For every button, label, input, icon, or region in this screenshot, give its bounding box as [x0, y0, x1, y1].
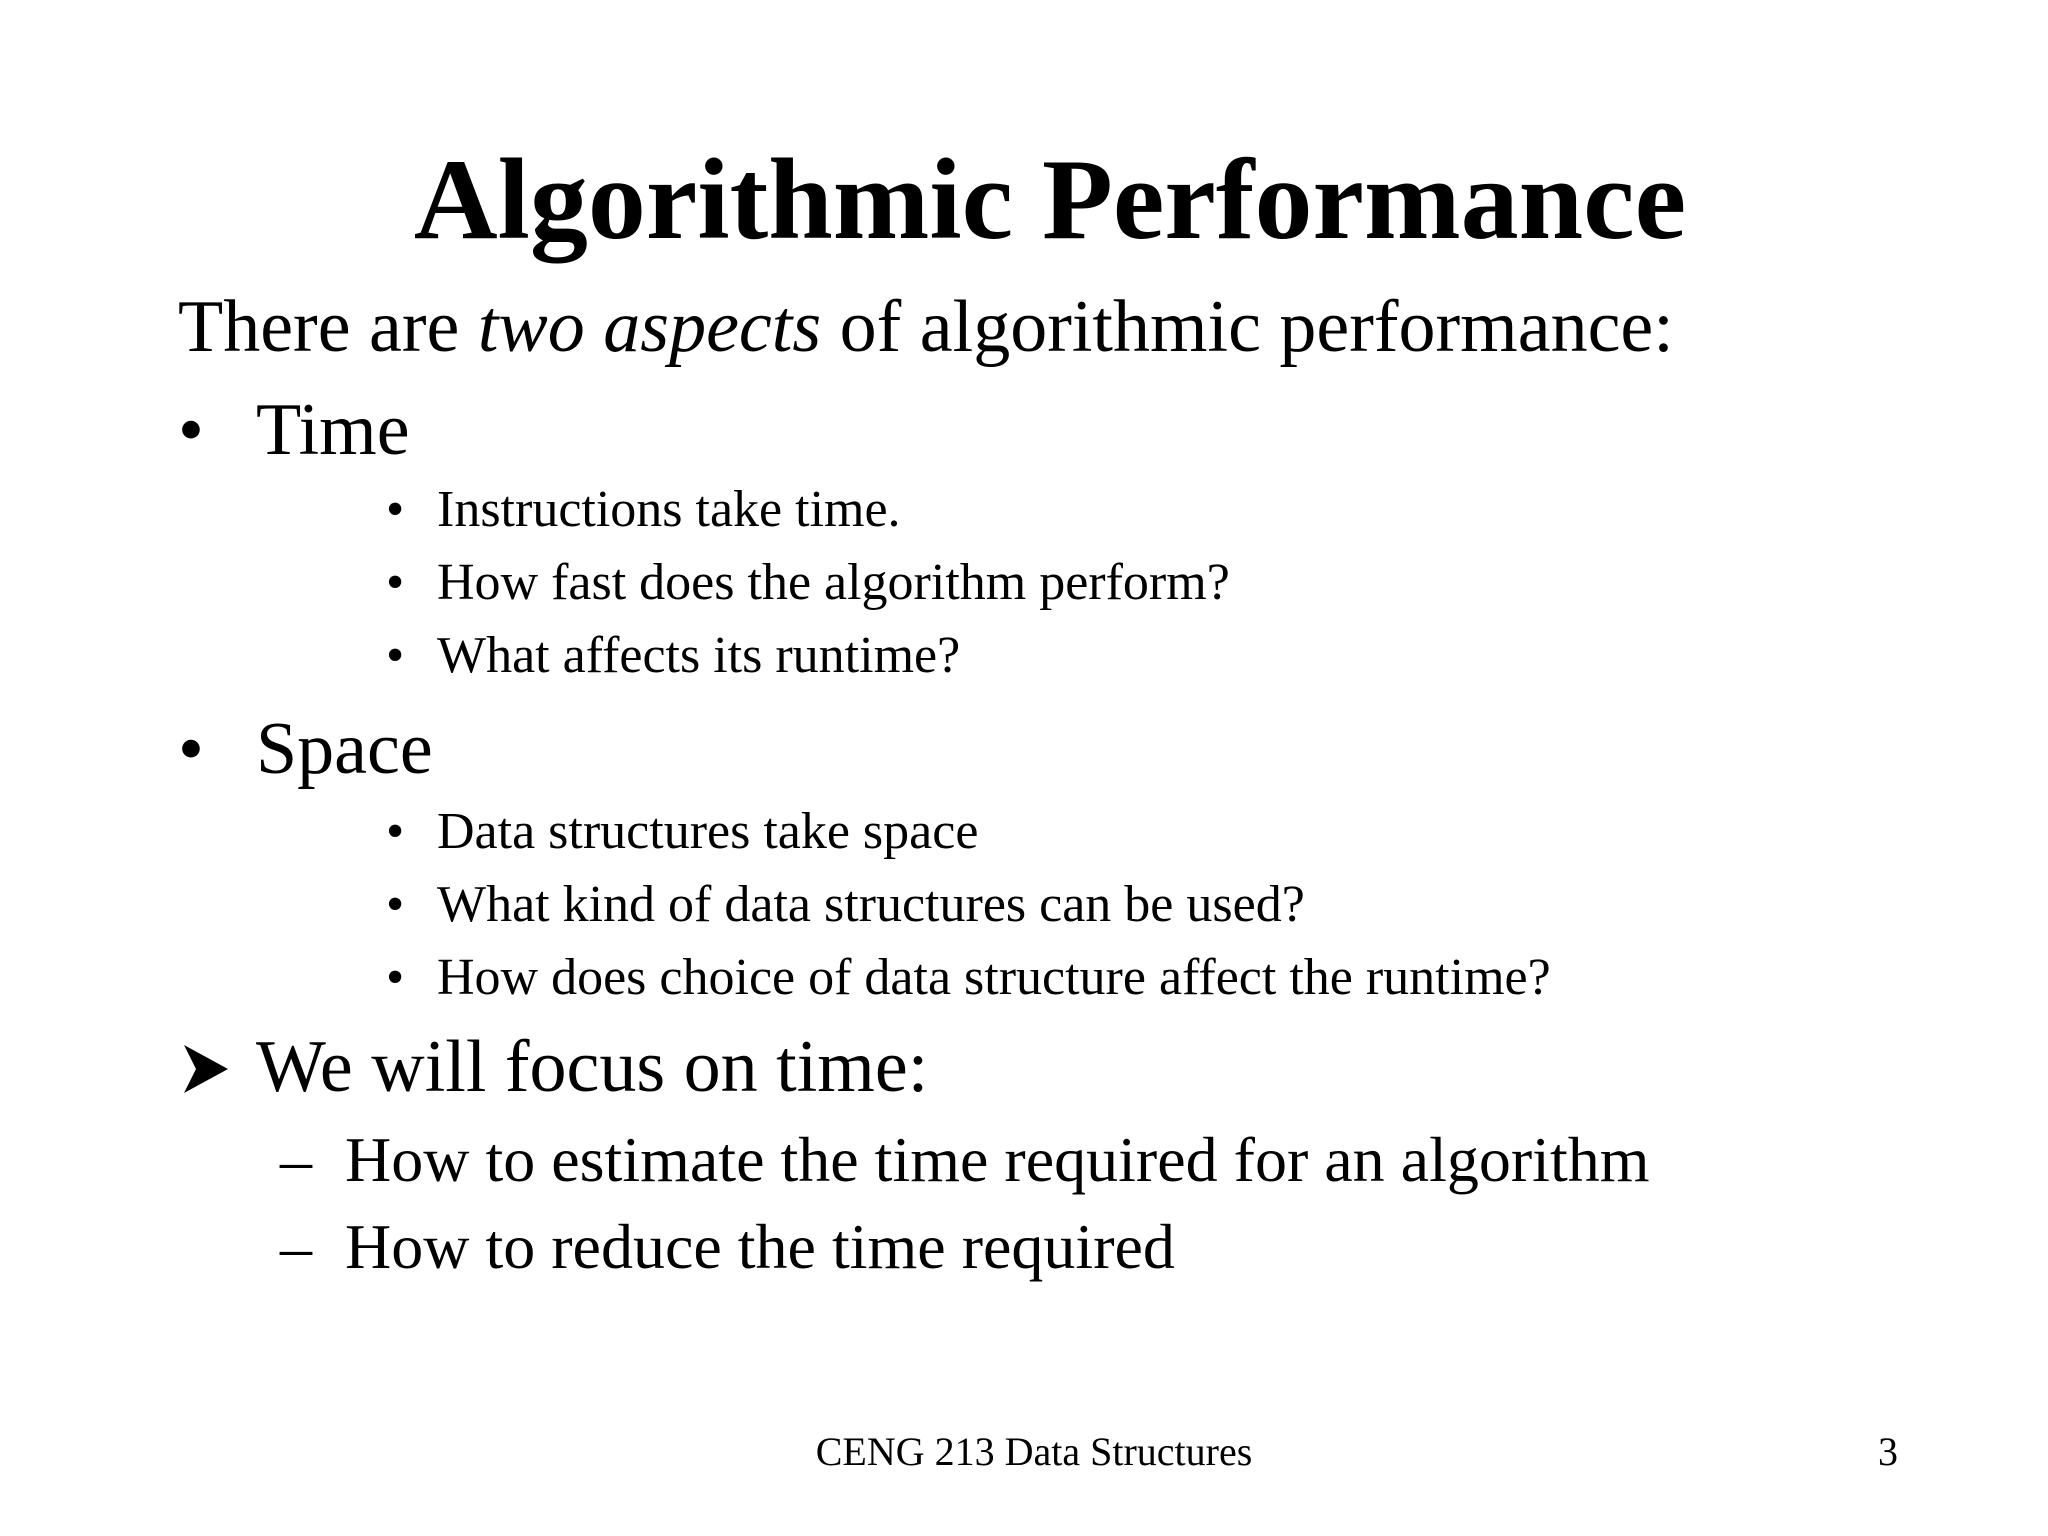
- sub-bullet: •: [386, 949, 405, 1006]
- list-item: How does choice of data structure affect the runtime?: [437, 949, 1551, 1006]
- dash-bullet: –: [280, 1211, 312, 1282]
- arrow-bullet-icon: [178, 1025, 238, 1109]
- sub-bullet: •: [386, 803, 405, 860]
- list-item: Instructions take time.: [437, 481, 901, 538]
- list-item: Data structures take space: [437, 803, 979, 860]
- bullet-time: •: [178, 389, 204, 471]
- slide-footer: CENG 213 Data Structures: [815, 1429, 1253, 1474]
- slide-title: Algorithmic Performance: [413, 136, 1687, 264]
- arrow-bullet-icon-svg: [178, 1025, 234, 1109]
- page-number: 3: [1878, 1429, 1898, 1474]
- intro-after: of algorithmic performance:: [821, 286, 1674, 368]
- heading-space: Space: [256, 708, 433, 790]
- dash-bullet: –: [280, 1124, 312, 1195]
- list-item: How to reduce the time required: [345, 1211, 1175, 1282]
- bullet-space: •: [178, 708, 204, 790]
- intro-before: There are: [178, 286, 478, 368]
- heading-time: Time: [256, 389, 410, 471]
- sub-bullet: •: [386, 554, 405, 611]
- intro-text: [178, 285, 1674, 369]
- sub-bullet: •: [386, 627, 405, 684]
- list-item: How to estimate the time required for an algorithm: [345, 1124, 1650, 1195]
- sub-bullet: •: [386, 481, 405, 538]
- list-item: What affects its runtime?: [437, 627, 961, 684]
- sub-bullet: •: [386, 876, 405, 933]
- list-item: What kind of data structures can be used?: [437, 876, 1305, 933]
- focus-heading: We will focus on time:: [256, 1026, 929, 1108]
- intro-emphasis: two aspects: [477, 286, 822, 368]
- list-item: How fast does the algorithm perform?: [437, 554, 1230, 611]
